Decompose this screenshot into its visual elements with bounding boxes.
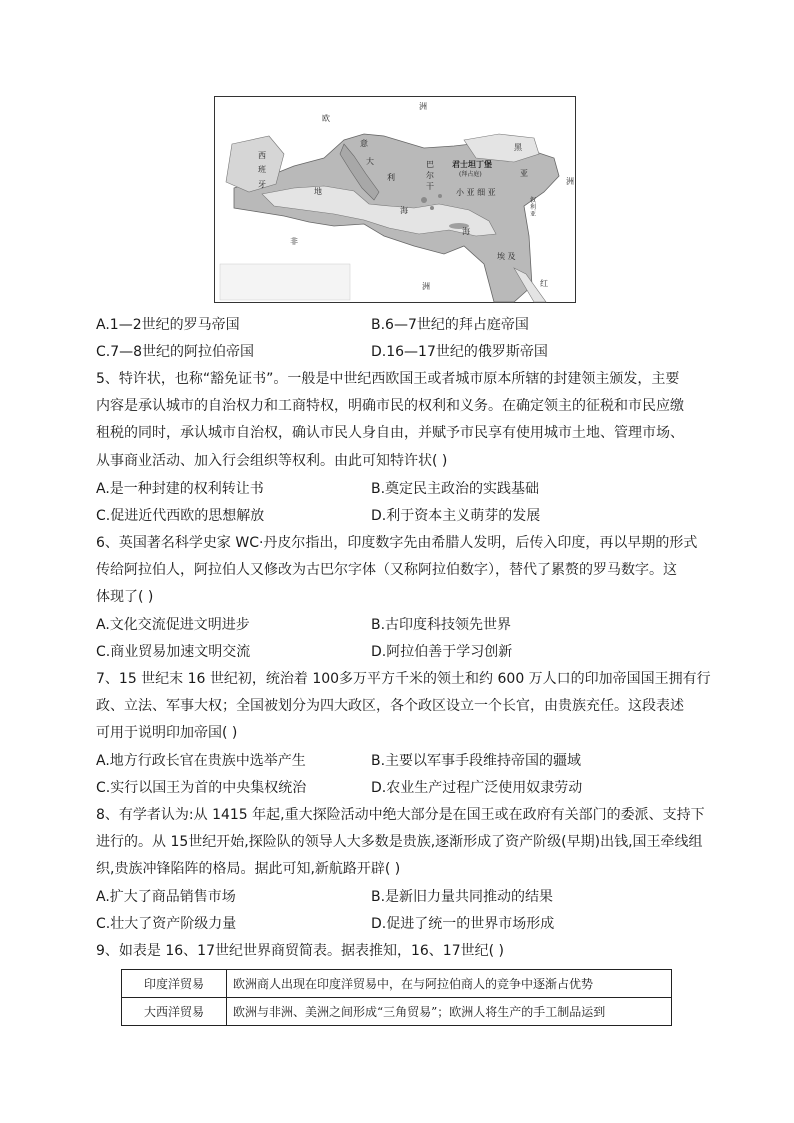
q5-option-c[interactable]: C.促进近代西欧的思想解放 [96, 508, 265, 524]
svg-text:小 亚 细 亚: 小 亚 细 亚 [456, 188, 496, 197]
svg-text:地: 地 [314, 187, 322, 196]
table-cell-value: 欧洲商人出现在印度洋贸易中，在与阿拉伯商人的竞争中逐渐占优势 [227, 970, 672, 998]
q8-option-a[interactable]: A.扩大了商品销售市场 [96, 889, 236, 905]
svg-text:洲: 洲 [566, 177, 574, 186]
q5-option-a[interactable]: A.是一种封建的权利转让书 [96, 481, 264, 497]
q5-option-b[interactable]: B.奠定民主政治的实践基础 [371, 481, 540, 497]
svg-text:海: 海 [462, 227, 470, 236]
svg-text:洲: 洲 [422, 282, 430, 291]
q6-stem-line: 体现了( ) [96, 589, 154, 605]
svg-text:利: 利 [530, 204, 537, 211]
q6-stem-line: 传给阿拉伯人，阿拉伯人又修改为古巴尔字体（又称阿拉伯数字），替代了累赘的罗马数字。这 [96, 562, 677, 578]
svg-text:西: 西 [258, 151, 266, 160]
q7-stem-line: 可用于说明印加帝国( ) [96, 725, 238, 741]
q5-stem-line: 租税的同时，承认城市自治权，确认市民人身自由，并赋予市民享有使用城市土地、管理市场、 [96, 425, 684, 441]
svg-text:黑: 黑 [514, 143, 522, 152]
svg-text:亚: 亚 [530, 211, 537, 218]
map-label-africa: 非 [290, 237, 298, 246]
svg-text:埃 及: 埃 及 [497, 252, 516, 261]
q7-option-b[interactable]: B.主要以军事手段维持帝国的疆域 [371, 753, 582, 769]
q5-stem-line: 内容是承认城市的自治权力和工商特权，明确市民的权利和义务。在确定领主的征税和市民应缴 [96, 398, 684, 414]
table-cell-value: 欧洲与非洲、美洲之间形成“三角贸易”；欧洲人将生产的手工制品运到 [227, 998, 672, 1026]
q8-stem-line: 织,贵族冲锋陷阵的格局。据此可知,新航路开辟( ) [96, 861, 401, 877]
trade-table [121, 969, 672, 1026]
svg-text:牙: 牙 [258, 180, 266, 189]
q5-stem-line: 5、特许状，也称“豁免证书”。一般是中世纪西欧国王或者城市原本所辖的封建领主颁发，主要 [96, 371, 680, 387]
table-cell-key: 大西洋贸易 [122, 998, 227, 1026]
svg-text:(拜占庭): (拜占庭) [459, 171, 482, 178]
q8-option-d[interactable]: D.促进了统一的世界市场形成 [371, 916, 555, 932]
q4-option-b[interactable]: B.6—7世纪的拜占庭帝国 [371, 317, 529, 333]
q5-option-d[interactable]: D.利于资本主义萌芽的发展 [371, 508, 541, 524]
q6-stem-line: 6、英国著名科学史家 WC·丹皮尔指出，印度数字先由希腊人发明，后传入印度，再以早期的形式 [96, 535, 698, 551]
spain-region [226, 136, 284, 192]
svg-text:大: 大 [366, 157, 374, 166]
q4-option-a[interactable]: A.1—2世纪的罗马帝国 [96, 317, 240, 333]
map-label-zhou: 洲 [419, 102, 427, 111]
q7-option-a[interactable]: A.地方行政长官在贵族中选举产生 [96, 753, 306, 769]
historical-map [214, 96, 576, 303]
svg-text:海: 海 [400, 206, 408, 215]
map-label-europe: 欧 [322, 114, 330, 123]
q6-option-a[interactable]: A.文化交流促进文明进步 [96, 617, 250, 633]
q4-option-d[interactable]: D.16—17世纪的俄罗斯帝国 [371, 344, 548, 360]
q7-option-c[interactable]: C.实行以国王为首的中央集权统治 [96, 780, 307, 796]
table-row [122, 998, 672, 1026]
svg-text:巴: 巴 [426, 160, 434, 169]
svg-text:红: 红 [540, 279, 548, 288]
q8-stem-line: 8、有学者认为:从 1415 年起,重大探险活动中绝大部分是在国王或在政府有关部门的委派、支持下 [96, 807, 705, 823]
q4-option-c[interactable]: C.7—8世纪的阿拉伯帝国 [96, 344, 255, 360]
table-cell-key: 印度洋贸易 [122, 970, 227, 998]
q6-option-b[interactable]: B.古印度科技领先世界 [371, 617, 512, 633]
q8-option-c[interactable]: C.壮大了资产阶级力量 [96, 916, 237, 932]
svg-text:班: 班 [258, 165, 266, 174]
q7-stem-line: 政、立法、军事大权；全国被划分为四大政区，各个政区设立一个长官，由贵族充任。这段表述 [96, 698, 684, 714]
table-row [122, 970, 672, 998]
q6-option-d[interactable]: D.阿拉伯善于学习创新 [371, 644, 513, 660]
q9-stem-line: 9、如表是 16、17世纪世界商贸简表。据表推知，16、17世纪( ) [96, 943, 504, 959]
q5-stem-line: 从事商业活动、加入行会组织等权利。由此可知特许状( ) [96, 453, 448, 469]
svg-text:叙: 叙 [530, 197, 537, 204]
svg-text:干: 干 [426, 182, 434, 191]
map-label-constantinople: 君士坦丁堡 [452, 159, 492, 169]
q8-stem-line: 进行的。从 15世纪开始,探险队的领导人大多数是贵族,逐渐形成了资产阶级(早期)出钱,国王牵线组 [96, 834, 703, 850]
q7-option-d[interactable]: D.农业生产过程广泛使用奴隶劳动 [371, 780, 583, 796]
svg-text:尔: 尔 [426, 171, 434, 180]
svg-text:亚: 亚 [520, 169, 528, 178]
q6-option-c[interactable]: C.商业贸易加速文明交流 [96, 644, 251, 660]
q7-stem-line: 7、15 世纪末 16 世纪初，统治着 100多万平方千米的领土和约 600 万人口的印加帝国国王拥有行 [96, 671, 711, 687]
svg-text:意: 意 [360, 139, 368, 148]
q8-option-b[interactable]: B.是新旧力量共同推动的结果 [371, 889, 554, 905]
svg-text:利: 利 [387, 173, 395, 182]
